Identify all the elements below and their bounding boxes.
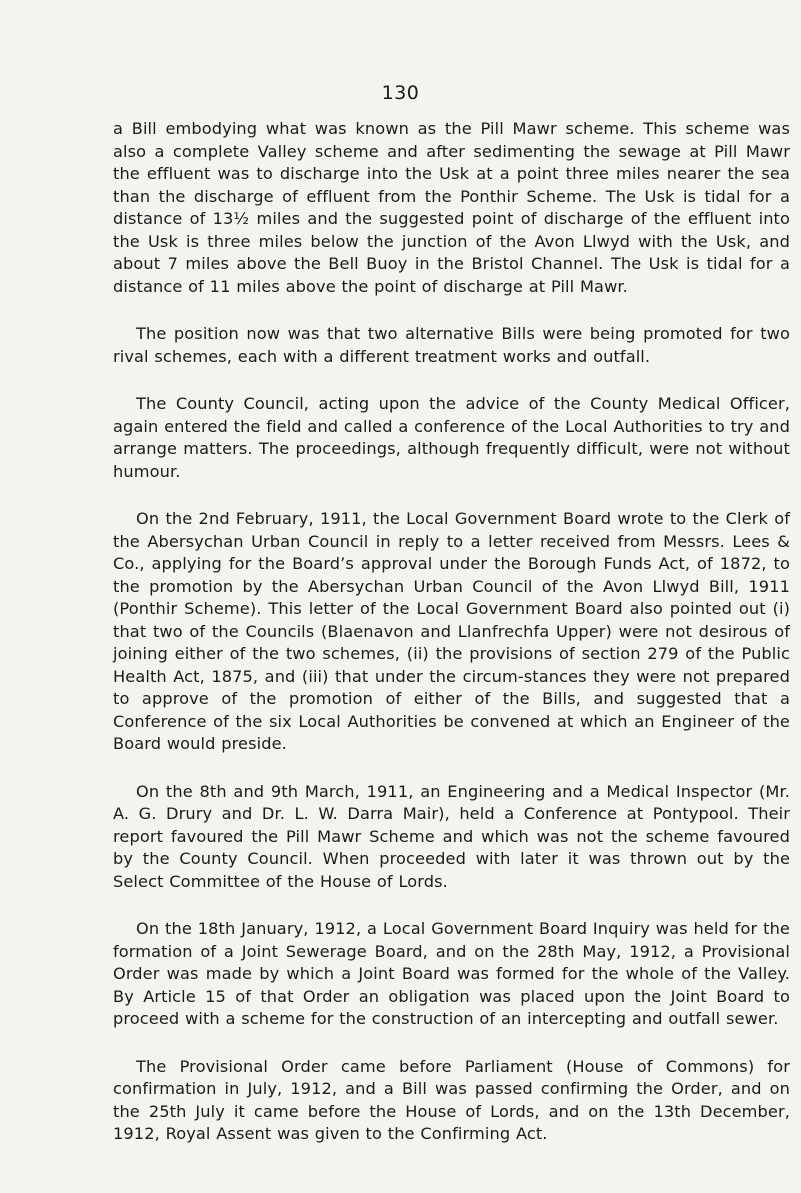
paragraph-lgb-letter: On the 2nd February, 1911, the Local Government Board wrote to the Clerk of the Abersychan Urban Council in reply to a letter received from Messrs. Lees & Co., applying for the Board’s approval under the Borough Funds Act, of 1872, to the promotion by the Abersychan Urban Council of the Avon Llwyd Bill, 1911 (Ponthir Scheme). This letter of the Local Government Board also pointed out (i) that two of the Councils (Blaenavon and Llanfrechfa Upper) were not desirous of joining either of the two schemes, (ii) the provisions of section 279 of the Public Health Act, 1875, and (iii) that under the circum-stances they were not prepared to approve of the promotion of either of the Bills, and suggested that a Conference of the six Local Authorities be convened at which an Engineer of the Board would preside. (113, 509, 790, 753)
paragraph-joint-sewerage-board: On the 18th January, 1912, a Local Government Board Inquiry was held for the formation of a Joint Sewerage Board, and on the 28th May, 1912, a Provisional Order was made by which a Joint Board was formed for the whole of the Valley. By Article 15 of that Order an obligation was placed upon the Joint Board to proceed with a scheme for the construction of an intercepting and outfall sewer. (113, 919, 790, 1028)
paragraph-pill-mawr-scheme: a Bill embodying what was known as the Pill Mawr scheme. This scheme was also a complete Valley scheme and after sedimenting the sewage at Pill Mawr the effluent was to discharge into the Usk at a point three miles nearer the sea than the discharge of effluent from the Ponthir Scheme. The Usk is tidal for a distance of 13½ miles and the suggested point of discharge of the effluent into the Usk is three miles below the junction of the Avon Llwyd with the Usk, and about 7 miles above the Bell Buoy in the Bristol Channel. The Usk is tidal for a distance of 11 miles above the point of discharge at Pill Mawr. (113, 119, 790, 296)
paragraph-royal-assent: The Provisional Order came before Parliament (House of Commons) for confirmation in July, 1912, and a Bill was passed confirming the Order, and on the 25th July it came before the House of Lords, and on the 13th December, 1912, Royal Assent was given to the Confirming Act. (113, 1056, 790, 1143)
paragraph-county-council-conference: The County Council, acting upon the advice of the County Medical Officer, again entered the field and called a conference of the Local Authorities to try and arrange matters. The proceedings, although frequently difficult, were not without humour. (113, 394, 790, 481)
page-number: 130 (381, 82, 420, 104)
paragraph-pontypool-conference: On the 8th and 9th March, 1911, an Engineering and a Medical Inspector (Mr. A. G. Drury and Dr. L. W. Darra Mair), held a Conference at Pontypool. Their report favoured the Pill Mawr Scheme and which was not the scheme favoured by the County Council. When proceeded with later it was thrown out by the Select Committee of the House of Lords. (113, 781, 790, 891)
body-text (113, 118, 790, 1171)
paragraph-alternative-bills: The position now was that two alternative Bills were being promoted for two rival schemes, each with a different treatment works and outfall. (113, 324, 790, 366)
